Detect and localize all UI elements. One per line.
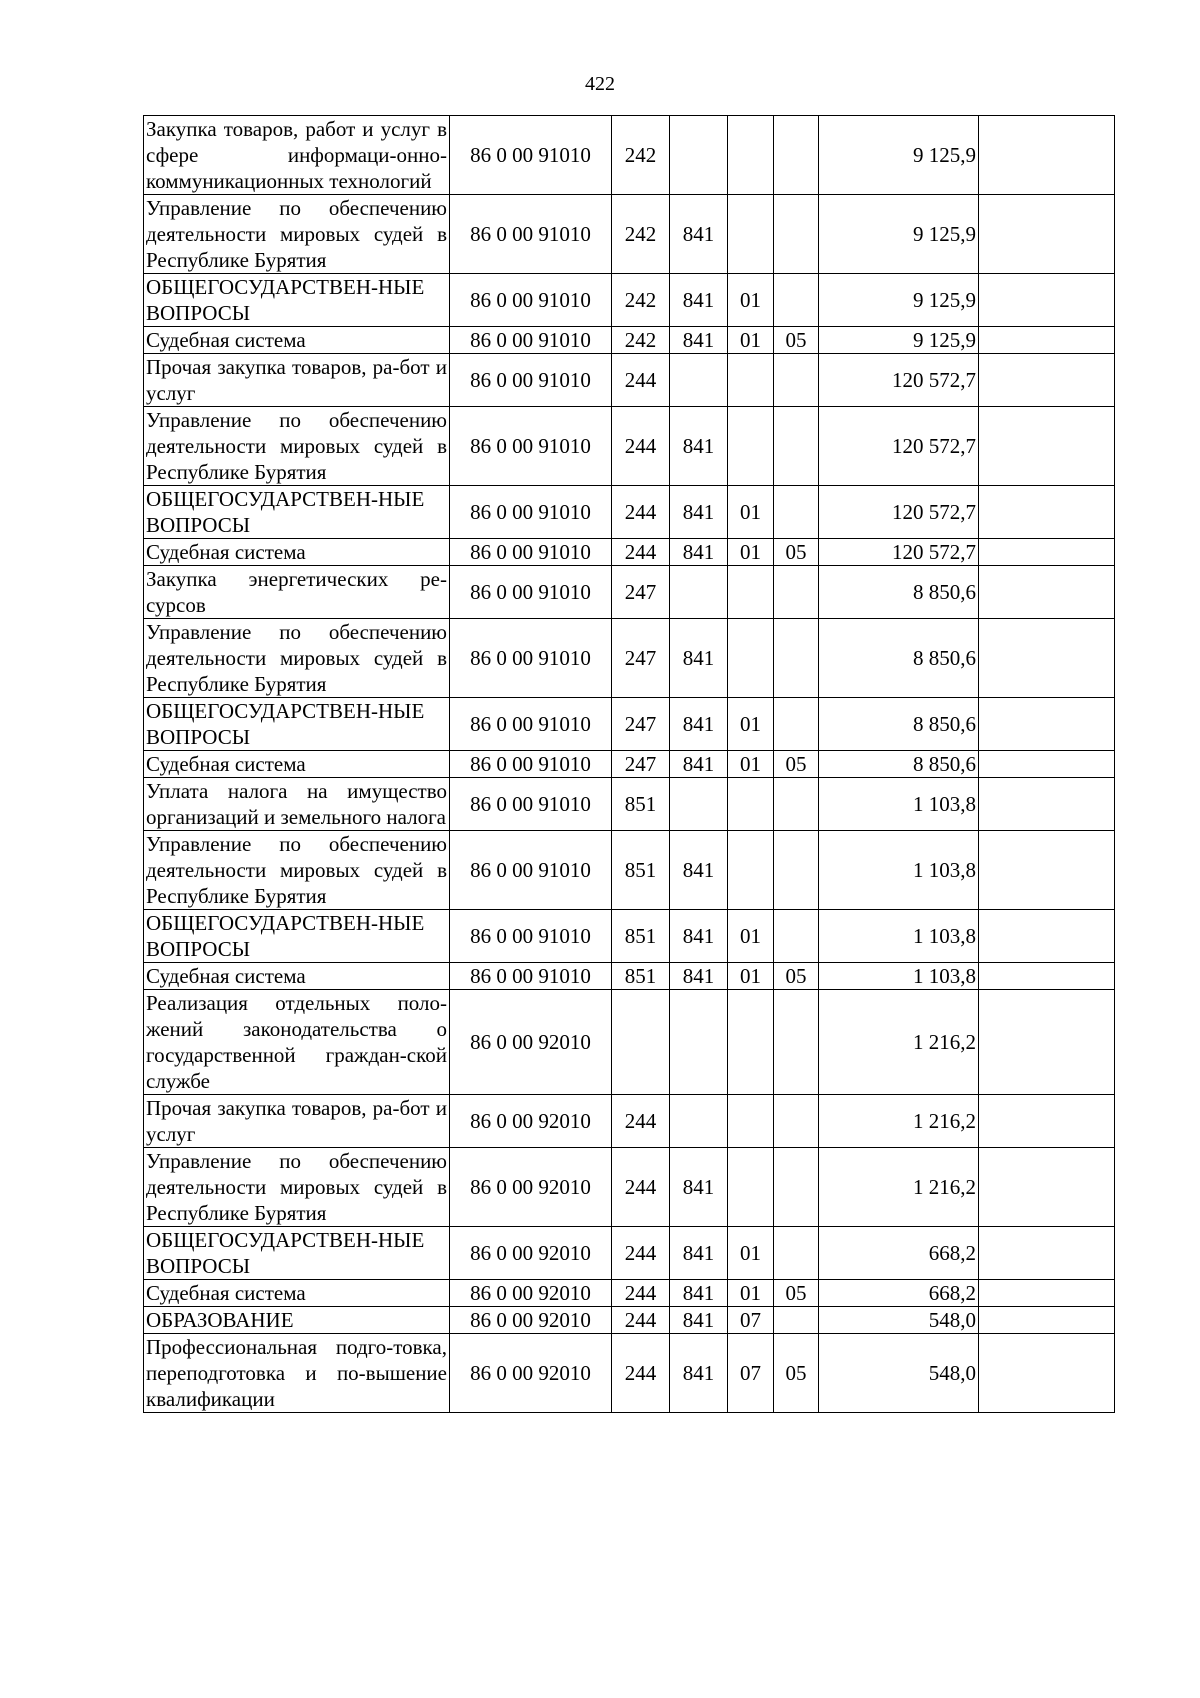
section-cell: 01 bbox=[728, 698, 774, 751]
target-article-cell: 86 0 00 92010 bbox=[450, 990, 612, 1095]
expense-type-cell: 851 bbox=[612, 831, 670, 910]
table-row bbox=[144, 1280, 1115, 1307]
subsection-cell bbox=[774, 1227, 819, 1280]
row-name-cell: ОБЩЕГОСУДАРСТВЕН-НЫЕ ВОПРОСЫ bbox=[144, 1227, 450, 1280]
sum-cell: 548,0 bbox=[819, 1307, 979, 1334]
sum-cell: 1 103,8 bbox=[819, 963, 979, 990]
target-article-cell: 86 0 00 91010 bbox=[450, 116, 612, 195]
table-row bbox=[144, 990, 1115, 1095]
subsection-cell bbox=[774, 990, 819, 1095]
section-cell: 01 bbox=[728, 486, 774, 539]
row-name-cell: ОБЩЕГОСУДАРСТВЕН-НЫЕ ВОПРОСЫ bbox=[144, 910, 450, 963]
section-cell: 01 bbox=[728, 274, 774, 327]
section-cell bbox=[728, 354, 774, 407]
sum-cell: 8 850,6 bbox=[819, 619, 979, 698]
grbs-cell: 841 bbox=[670, 195, 728, 274]
section-cell bbox=[728, 1148, 774, 1227]
table-row bbox=[144, 619, 1115, 698]
row-name-cell: Управление по обеспечению деятельности мировых судей в Республике Бурятия bbox=[144, 619, 450, 698]
expense-type-cell: 247 bbox=[612, 698, 670, 751]
target-article-cell: 86 0 00 91010 bbox=[450, 831, 612, 910]
expense-type-cell: 244 bbox=[612, 1095, 670, 1148]
expense-type-cell: 242 bbox=[612, 274, 670, 327]
target-article-cell: 86 0 00 91010 bbox=[450, 778, 612, 831]
table-row bbox=[144, 1307, 1115, 1334]
subsection-cell: 05 bbox=[774, 327, 819, 354]
row-name-cell: Управление по обеспечению деятельности мировых судей в Республике Бурятия bbox=[144, 1148, 450, 1227]
sum-cell: 120 572,7 bbox=[819, 354, 979, 407]
sum-cell: 1 103,8 bbox=[819, 831, 979, 910]
expense-type-cell: 244 bbox=[612, 1307, 670, 1334]
expense-type-cell bbox=[612, 990, 670, 1095]
extra-cell bbox=[979, 116, 1115, 195]
section-cell bbox=[728, 1095, 774, 1148]
extra-cell bbox=[979, 354, 1115, 407]
extra-cell bbox=[979, 274, 1115, 327]
target-article-cell: 86 0 00 91010 bbox=[450, 486, 612, 539]
extra-cell bbox=[979, 990, 1115, 1095]
target-article-cell: 86 0 00 91010 bbox=[450, 354, 612, 407]
page-number: 422 bbox=[585, 73, 615, 95]
sum-cell: 668,2 bbox=[819, 1227, 979, 1280]
sum-cell: 1 103,8 bbox=[819, 910, 979, 963]
grbs-cell bbox=[670, 1095, 728, 1148]
table-row bbox=[144, 1334, 1115, 1413]
extra-cell bbox=[979, 1227, 1115, 1280]
sum-cell: 668,2 bbox=[819, 1280, 979, 1307]
extra-cell bbox=[979, 751, 1115, 778]
row-name-cell: Закупка товаров, работ и услуг в сфере информаци-онно-коммуникационных технологий bbox=[144, 116, 450, 195]
row-name-cell: ОБРАЗОВАНИЕ bbox=[144, 1307, 450, 1334]
extra-cell bbox=[979, 698, 1115, 751]
row-name-cell: Уплата налога на имущество организаций и земельного налога bbox=[144, 778, 450, 831]
subsection-cell: 05 bbox=[774, 963, 819, 990]
extra-cell bbox=[979, 566, 1115, 619]
row-name-cell: ОБЩЕГОСУДАРСТВЕН-НЫЕ ВОПРОСЫ bbox=[144, 698, 450, 751]
section-cell: 01 bbox=[728, 1227, 774, 1280]
extra-cell bbox=[979, 1307, 1115, 1334]
table-row bbox=[144, 327, 1115, 354]
subsection-cell bbox=[774, 407, 819, 486]
extra-cell bbox=[979, 910, 1115, 963]
grbs-cell: 841 bbox=[670, 1280, 728, 1307]
section-cell: 01 bbox=[728, 910, 774, 963]
target-article-cell: 86 0 00 92010 bbox=[450, 1280, 612, 1307]
row-name-cell: Судебная система bbox=[144, 539, 450, 566]
table-row bbox=[144, 751, 1115, 778]
table-row bbox=[144, 831, 1115, 910]
table-row bbox=[144, 407, 1115, 486]
section-cell: 01 bbox=[728, 1280, 774, 1307]
extra-cell bbox=[979, 195, 1115, 274]
row-name-cell: Судебная система bbox=[144, 751, 450, 778]
expense-type-cell: 244 bbox=[612, 1334, 670, 1413]
subsection-cell bbox=[774, 116, 819, 195]
grbs-cell: 841 bbox=[670, 1227, 728, 1280]
subsection-cell bbox=[774, 1148, 819, 1227]
subsection-cell: 05 bbox=[774, 1334, 819, 1413]
sum-cell: 8 850,6 bbox=[819, 698, 979, 751]
table-row bbox=[144, 354, 1115, 407]
subsection-cell bbox=[774, 1307, 819, 1334]
expense-type-cell: 247 bbox=[612, 751, 670, 778]
target-article-cell: 86 0 00 92010 bbox=[450, 1307, 612, 1334]
section-cell: 01 bbox=[728, 539, 774, 566]
target-article-cell: 86 0 00 91010 bbox=[450, 751, 612, 778]
table-row bbox=[144, 778, 1115, 831]
row-name-cell: Судебная система bbox=[144, 1280, 450, 1307]
expense-type-cell: 851 bbox=[612, 963, 670, 990]
target-article-cell: 86 0 00 92010 bbox=[450, 1148, 612, 1227]
grbs-cell: 841 bbox=[670, 619, 728, 698]
row-name-cell: Управление по обеспечению деятельности мировых судей в Республике Бурятия bbox=[144, 831, 450, 910]
table-row bbox=[144, 195, 1115, 274]
extra-cell bbox=[979, 1095, 1115, 1148]
sum-cell: 548,0 bbox=[819, 1334, 979, 1413]
grbs-cell: 841 bbox=[670, 751, 728, 778]
section-cell bbox=[728, 116, 774, 195]
sum-cell: 1 216,2 bbox=[819, 1095, 979, 1148]
grbs-cell: 841 bbox=[670, 274, 728, 327]
sum-cell: 9 125,9 bbox=[819, 327, 979, 354]
grbs-cell bbox=[670, 778, 728, 831]
grbs-cell: 841 bbox=[670, 963, 728, 990]
section-cell bbox=[728, 990, 774, 1095]
target-article-cell: 86 0 00 91010 bbox=[450, 195, 612, 274]
extra-cell bbox=[979, 1280, 1115, 1307]
expense-type-cell: 244 bbox=[612, 1148, 670, 1227]
expense-type-cell: 244 bbox=[612, 354, 670, 407]
extra-cell bbox=[979, 1148, 1115, 1227]
row-name-cell: ОБЩЕГОСУДАРСТВЕН-НЫЕ ВОПРОСЫ bbox=[144, 486, 450, 539]
subsection-cell: 05 bbox=[774, 751, 819, 778]
extra-cell bbox=[979, 1334, 1115, 1413]
extra-cell bbox=[979, 539, 1115, 566]
table-row bbox=[144, 116, 1115, 195]
expense-type-cell: 242 bbox=[612, 327, 670, 354]
grbs-cell bbox=[670, 116, 728, 195]
grbs-cell: 841 bbox=[670, 327, 728, 354]
target-article-cell: 86 0 00 91010 bbox=[450, 539, 612, 566]
extra-cell bbox=[979, 407, 1115, 486]
extra-cell bbox=[979, 963, 1115, 990]
expense-type-cell: 244 bbox=[612, 1280, 670, 1307]
row-name-cell: Реализация отдельных поло-жений законодательства о государственной граждан-ской службе bbox=[144, 990, 450, 1095]
target-article-cell: 86 0 00 91010 bbox=[450, 566, 612, 619]
subsection-cell: 05 bbox=[774, 1280, 819, 1307]
budget-table bbox=[143, 115, 1115, 1413]
expense-type-cell: 247 bbox=[612, 566, 670, 619]
table-row bbox=[144, 1148, 1115, 1227]
grbs-cell: 841 bbox=[670, 1148, 728, 1227]
subsection-cell bbox=[774, 274, 819, 327]
subsection-cell: 05 bbox=[774, 539, 819, 566]
extra-cell bbox=[979, 486, 1115, 539]
table-row bbox=[144, 274, 1115, 327]
row-name-cell: Управление по обеспечению деятельности мировых судей в Республике Бурятия bbox=[144, 195, 450, 274]
section-cell bbox=[728, 619, 774, 698]
row-name-cell: Профессиональная подго-товка, переподготовка и по-вышение квалификации bbox=[144, 1334, 450, 1413]
section-cell bbox=[728, 778, 774, 831]
row-name-cell: Судебная система bbox=[144, 963, 450, 990]
subsection-cell bbox=[774, 910, 819, 963]
target-article-cell: 86 0 00 91010 bbox=[450, 910, 612, 963]
target-article-cell: 86 0 00 92010 bbox=[450, 1334, 612, 1413]
table-body bbox=[144, 116, 1115, 1413]
sum-cell: 8 850,6 bbox=[819, 566, 979, 619]
sum-cell: 9 125,9 bbox=[819, 195, 979, 274]
section-cell bbox=[728, 566, 774, 619]
sum-cell: 120 572,7 bbox=[819, 486, 979, 539]
extra-cell bbox=[979, 831, 1115, 910]
target-article-cell: 86 0 00 92010 bbox=[450, 1227, 612, 1280]
grbs-cell: 841 bbox=[670, 698, 728, 751]
table-row bbox=[144, 539, 1115, 566]
section-cell: 07 bbox=[728, 1334, 774, 1413]
grbs-cell: 841 bbox=[670, 1334, 728, 1413]
expense-type-cell: 851 bbox=[612, 778, 670, 831]
table-row bbox=[144, 1227, 1115, 1280]
section-cell: 01 bbox=[728, 751, 774, 778]
grbs-cell: 841 bbox=[670, 910, 728, 963]
target-article-cell: 86 0 00 91010 bbox=[450, 327, 612, 354]
row-name-cell: Прочая закупка товаров, ра-бот и услуг bbox=[144, 354, 450, 407]
expense-type-cell: 244 bbox=[612, 407, 670, 486]
grbs-cell: 841 bbox=[670, 1307, 728, 1334]
table-row bbox=[144, 963, 1115, 990]
extra-cell bbox=[979, 778, 1115, 831]
row-name-cell: Закупка энергетических ре-сурсов bbox=[144, 566, 450, 619]
section-cell bbox=[728, 831, 774, 910]
row-name-cell: ОБЩЕГОСУДАРСТВЕН-НЫЕ ВОПРОСЫ bbox=[144, 274, 450, 327]
target-article-cell: 86 0 00 91010 bbox=[450, 274, 612, 327]
sum-cell: 8 850,6 bbox=[819, 751, 979, 778]
sum-cell: 9 125,9 bbox=[819, 116, 979, 195]
section-cell: 01 bbox=[728, 327, 774, 354]
grbs-cell bbox=[670, 354, 728, 407]
section-cell bbox=[728, 195, 774, 274]
subsection-cell bbox=[774, 354, 819, 407]
table-row bbox=[144, 1095, 1115, 1148]
expense-type-cell: 242 bbox=[612, 195, 670, 274]
grbs-cell: 841 bbox=[670, 486, 728, 539]
sum-cell: 9 125,9 bbox=[819, 274, 979, 327]
target-article-cell: 86 0 00 92010 bbox=[450, 1095, 612, 1148]
subsection-cell bbox=[774, 778, 819, 831]
sum-cell: 1 216,2 bbox=[819, 990, 979, 1095]
section-cell bbox=[728, 407, 774, 486]
target-article-cell: 86 0 00 91010 bbox=[450, 407, 612, 486]
table-row bbox=[144, 910, 1115, 963]
sum-cell: 120 572,7 bbox=[819, 407, 979, 486]
section-cell: 07 bbox=[728, 1307, 774, 1334]
sum-cell: 1 103,8 bbox=[819, 778, 979, 831]
grbs-cell: 841 bbox=[670, 407, 728, 486]
expense-type-cell: 244 bbox=[612, 486, 670, 539]
subsection-cell bbox=[774, 566, 819, 619]
extra-cell bbox=[979, 327, 1115, 354]
subsection-cell bbox=[774, 1095, 819, 1148]
section-cell: 01 bbox=[728, 963, 774, 990]
expense-type-cell: 247 bbox=[612, 619, 670, 698]
row-name-cell: Судебная система bbox=[144, 327, 450, 354]
expense-type-cell: 851 bbox=[612, 910, 670, 963]
subsection-cell bbox=[774, 195, 819, 274]
row-name-cell: Управление по обеспечению деятельности мировых судей в Республике Бурятия bbox=[144, 407, 450, 486]
target-article-cell: 86 0 00 91010 bbox=[450, 963, 612, 990]
expense-type-cell: 242 bbox=[612, 116, 670, 195]
grbs-cell bbox=[670, 566, 728, 619]
expense-type-cell: 244 bbox=[612, 539, 670, 566]
target-article-cell: 86 0 00 91010 bbox=[450, 619, 612, 698]
subsection-cell bbox=[774, 831, 819, 910]
target-article-cell: 86 0 00 91010 bbox=[450, 698, 612, 751]
subsection-cell bbox=[774, 698, 819, 751]
table-row bbox=[144, 698, 1115, 751]
sum-cell: 120 572,7 bbox=[819, 539, 979, 566]
subsection-cell bbox=[774, 619, 819, 698]
extra-cell bbox=[979, 619, 1115, 698]
grbs-cell: 841 bbox=[670, 539, 728, 566]
subsection-cell bbox=[774, 486, 819, 539]
sum-cell: 1 216,2 bbox=[819, 1148, 979, 1227]
row-name-cell: Прочая закупка товаров, ра-бот и услуг bbox=[144, 1095, 450, 1148]
table-row bbox=[144, 566, 1115, 619]
expense-type-cell: 244 bbox=[612, 1227, 670, 1280]
grbs-cell bbox=[670, 990, 728, 1095]
grbs-cell: 841 bbox=[670, 831, 728, 910]
table-row bbox=[144, 486, 1115, 539]
